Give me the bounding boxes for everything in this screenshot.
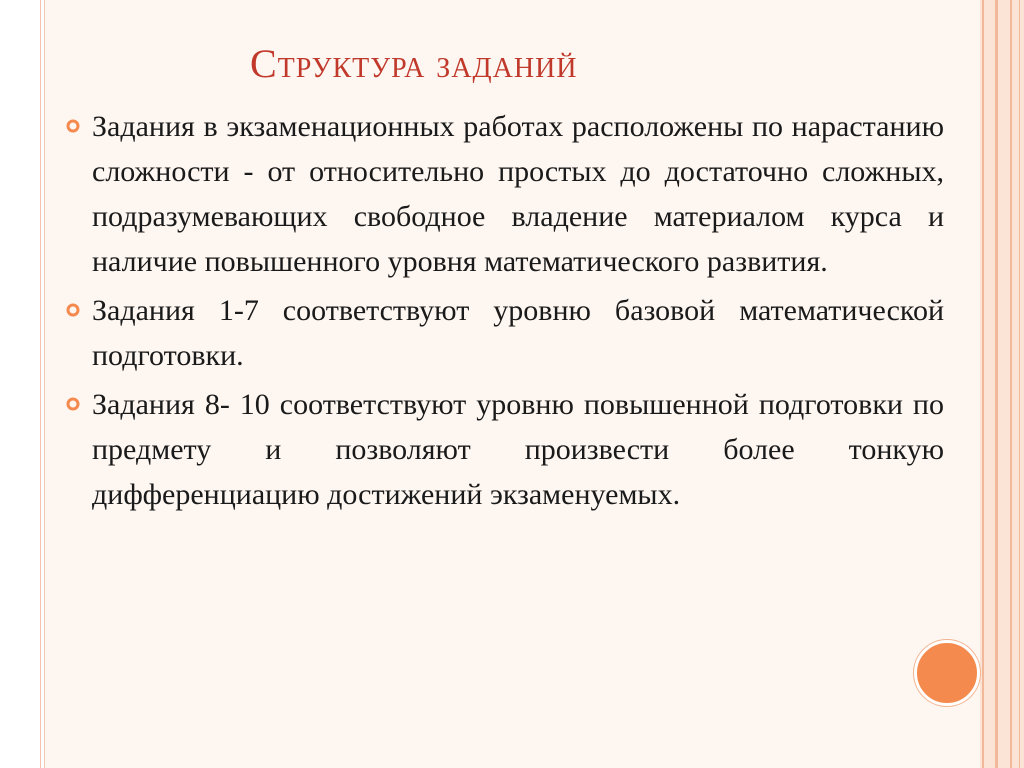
right-frame-border	[980, 0, 1024, 768]
bullet-text: Задания 8- 10 соответствуют уровню повышенной подготовки по предмету и позволяют произвести более тонкую дифференциацию достижений экзаменуемых.	[92, 388, 944, 511]
right-frame-stripe	[1010, 0, 1012, 768]
right-frame-stripe	[982, 0, 984, 768]
bullet-text: Задания в экзаменационных работах расположены по нарастанию сложности - от относительно простых до достаточно сложных, подразумевающих свободное владение материалом курса и наличие повышенного уровня математического развития.	[92, 110, 944, 278]
bullet-text: Задания 1-7 соответствуют уровню базовой математической подготовки.	[92, 294, 944, 372]
bullet-list	[60, 104, 944, 521]
bullet-ring-icon	[66, 397, 80, 411]
left-frame-border	[0, 0, 45, 768]
right-frame-stripe	[995, 0, 998, 768]
bullet-item	[60, 382, 944, 517]
bullet-ring-icon	[66, 119, 80, 133]
orange-circle-icon	[914, 640, 980, 706]
slide-title: Структура заданий	[250, 41, 578, 86]
bullet-item	[60, 104, 944, 284]
right-frame-stripe	[1019, 0, 1020, 768]
left-frame-stripe	[40, 0, 41, 768]
bullet-item	[60, 288, 944, 378]
bullet-ring-icon	[66, 303, 80, 317]
